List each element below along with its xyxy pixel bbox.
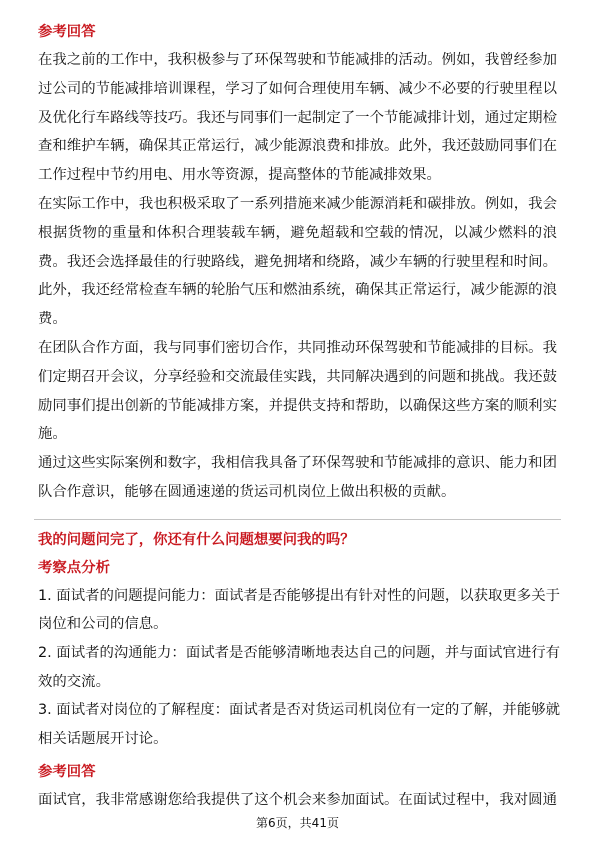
- text-line: 效的交流。: [38, 673, 110, 690]
- answer-paragraph: [38, 46, 557, 190]
- analysis-item: [38, 696, 560, 753]
- text-line: 施。: [38, 426, 67, 443]
- text-line: 在实际工作中，我也积极采取了一系列措施来减少能源消耗和碳排放。例如，我会: [38, 195, 557, 212]
- text-line: 此外，我还经常检查车辆的轮胎气压和燃油系统，确保其正常运行，减少能源的浪: [38, 282, 557, 299]
- text-line: 及优化行车路线等技巧。我还与同事们一起制定了一个节能减排计划，通过定期检: [38, 109, 557, 126]
- text-line: 3. 面试者对岗位的了解程度：面试者是否对货运司机岗位有一定的了解，并能够就: [38, 702, 560, 719]
- answer-paragraph: [38, 786, 557, 815]
- page-content: [38, 19, 560, 815]
- analysis-item: [38, 639, 560, 696]
- answer-paragraph: [38, 190, 557, 334]
- question-title: 我的问题问完了，你还有什么问题想要问我的吗？: [38, 531, 355, 548]
- text-line: 面试官，我非常感谢您给我提供了这个机会来参加面试。在面试过程中，我对圆通: [38, 792, 557, 809]
- answer-heading: 参考回答: [38, 24, 96, 40]
- text-line: 队合作意识，能够在圆通速递的货运司机岗位上做出积极的贡献。: [38, 483, 456, 500]
- text-line: 费。: [38, 311, 67, 328]
- answer-paragraph: [38, 334, 557, 449]
- text-line: 费。我还会选择最佳的行驶路线，避免拥堵和绕路，减少车辆的行驶里程和时间。: [38, 253, 557, 270]
- text-line: 2. 面试者的沟通能力：面试者是否能够清晰地表达自己的问题，并与面试官进行有: [38, 644, 560, 661]
- text-line: 励同事们提出创新的节能减排方案，并提供支持和帮助，以确保这些方案的顺利实: [38, 397, 557, 414]
- text-line: 查和维护车辆，确保其正常运行，减少能源浪费和排放。此外，我还鼓励同事们在: [38, 138, 557, 155]
- text-line: 在我之前的工作中，我积极参与了环保驾驶和节能减排的活动。例如，我曾经参加: [38, 52, 557, 68]
- text-line: 在团队合作方面，我与同事们密切合作，共同推动环保驾驶和节能减排的目标。我: [38, 339, 557, 356]
- text-line: 岗位和公司的信息。: [38, 616, 168, 633]
- text-line: 们定期召开会议，分享经验和交流最佳实践，共同解决遇到的问题和挑战。我还鼓: [38, 368, 557, 385]
- text-line: 过公司的节能减排培训课程，学习了如何合理使用车辆、减少不必要的行驶里程以: [38, 80, 557, 97]
- answer-heading: 参考回答: [38, 764, 96, 781]
- text-line: 工作过程中节约用电、用水等资源，提高整体的节能减排效果。: [38, 167, 441, 184]
- text-line: 1. 面试者的问题提问能力：面试者是否能够提出有针对性的问题，以获取更多关于: [38, 587, 560, 604]
- answer-paragraph: [38, 449, 557, 507]
- analysis-item: [38, 582, 560, 639]
- text-line: 根据货物的重量和体积合理装载车辆，避免超载和空载的情况，以减少燃料的浪: [38, 224, 557, 241]
- text-line: 相关话题展开讨论。: [38, 730, 168, 747]
- page-footer: 第6页，共41页: [256, 816, 339, 830]
- section-divider: [34, 519, 561, 520]
- text-line: 通过这些实际案例和数字，我相信我具备了环保驾驶和节能减排的意识、能力和团: [38, 455, 557, 472]
- analysis-heading: 考察点分析: [38, 559, 110, 576]
